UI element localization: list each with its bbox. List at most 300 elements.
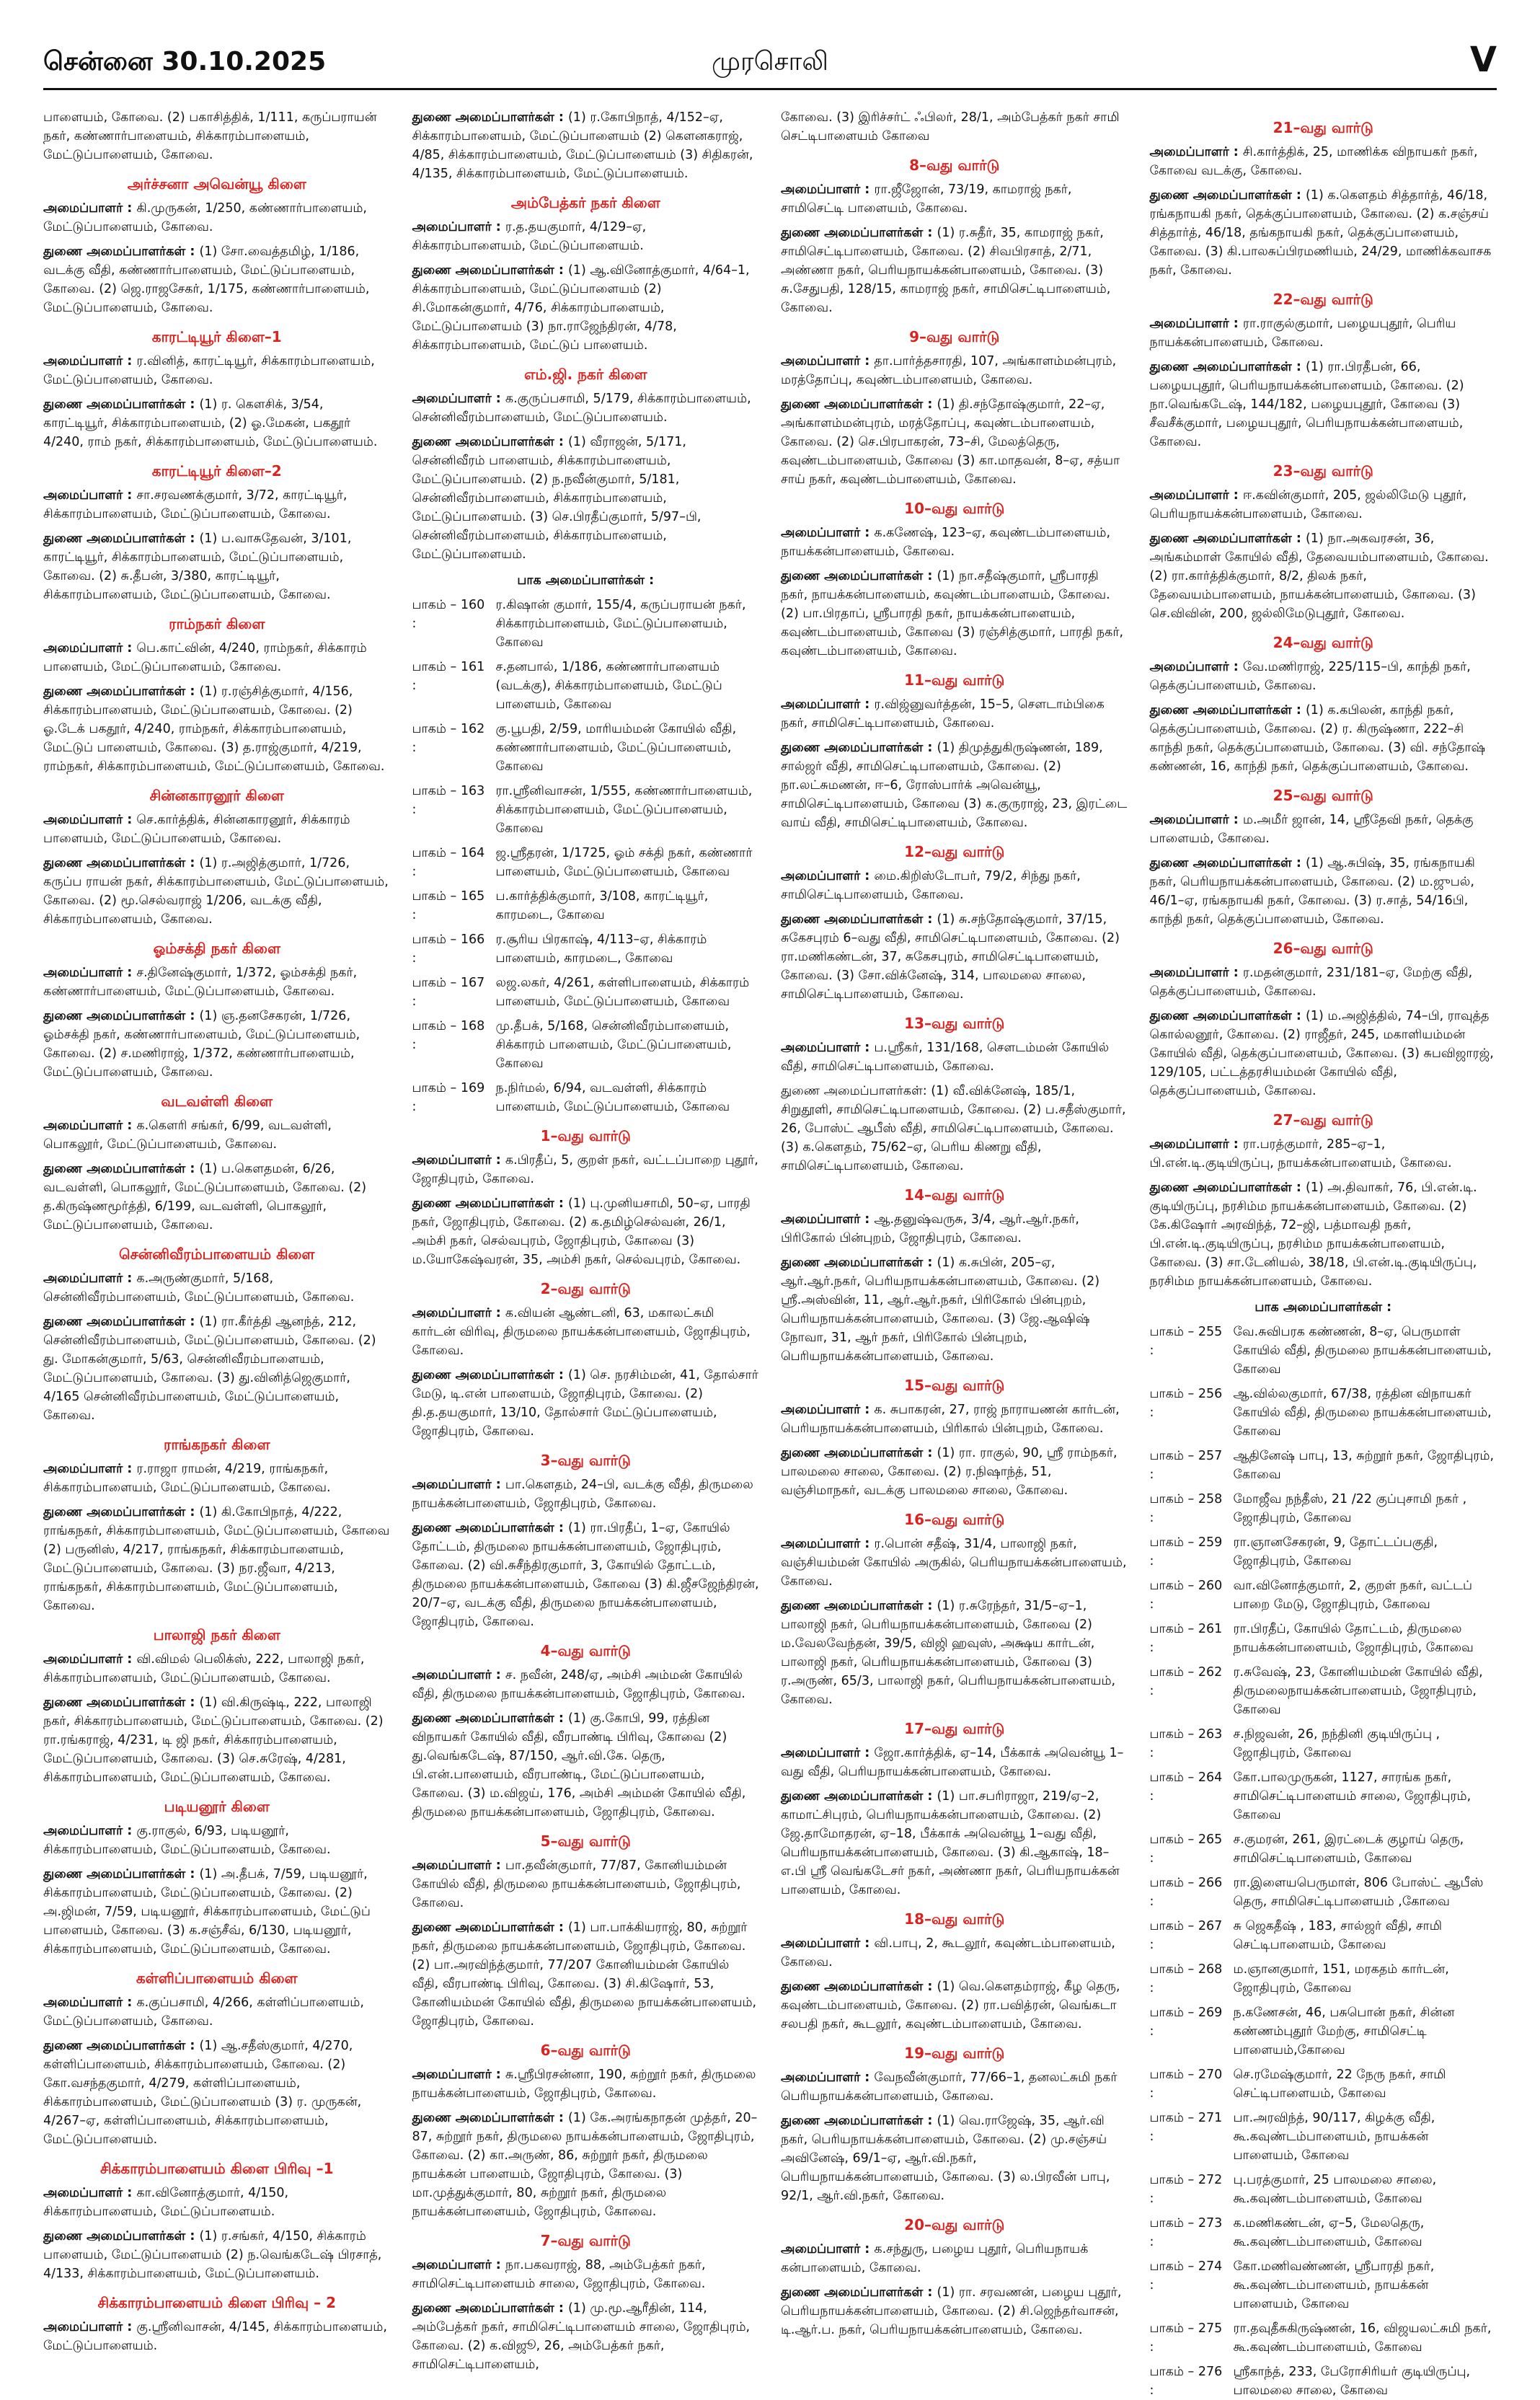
organizer-label: அமைப்பாளர் : (1149, 145, 1243, 159)
organizer-label: அமைப்பாளர் : (781, 1936, 875, 1951)
deputy-organizers-entry (412, 1918, 760, 2031)
part-number: பாகம் – 276 : (1149, 2365, 1223, 2398)
column-4 (1149, 108, 1497, 2398)
entry-text: வி.விமல் பெலிக்ஸ், 222, பாலாஜி நகர், சிக்காரம்பாளையம், மேட்டுப்பாளையம், கோவை. (43, 1652, 365, 1685)
organizer-entry (1150, 143, 1497, 180)
entry-text: (1) வீராஜன், 5/171, சென்னிவீரம் பாளையம், சிக்காரம்பாளையம், மேட்டுப்பாளையம். (2) ந.நவீன்குமார், 5/181, சென்னிவீரம்பாளையம், சிக்காரம்பாளையம், மேட்டுப்பாளையம். (3) செ.பிரதீப்குமார், 5/97–பி, சென்னிவீரம்பாளையம், சிக்காரம்பாளையம், மேட்டுப்பாளையம். (412, 435, 702, 562)
organizer-label: அமைப்பாளர் : (412, 1858, 505, 1873)
section-subtitle: பாக அமைப்பாளர்கள் : (1254, 1300, 1392, 1315)
part-organizer-text: ர.சுவேஷ், 23, கோனியம்மன் கோயில் வீதி, திருமலைநாயக்கன்பாளையம், ஜோதிபுரம், கோவை (1233, 1665, 1483, 1717)
organizer-entry (781, 2240, 1128, 2277)
part-organizer-text: ஆ.வில்லகுமார், 67/38, ரத்தின விநாயகர் கோயில் வீதி, திருமலை நாயக்கன்பாளையம், கோவை (1233, 1387, 1492, 1439)
entry-text: (1) அ.தீபக், 7/59, படியனூர், சிக்காரம்பாளையம், மேட்டுப்பாளையம், கோவை. (2) அ.ஜிமன், 7/59, படியனூர், சிக்காரம்பாளையம், மேட்டுப் பாளையம், கோவை. (3) க.சஞ்சீவ், 6/130, படியனூர், சிக்காரம்பாளையம், மேட்டுப்பாளையம், கோவை. (43, 1867, 371, 1956)
deputy-label: துணை அமைப்பாளர்கள் : (43, 397, 200, 412)
deputy-organizers-entry (781, 1597, 1128, 1709)
entry-text: (1) க.கௌதம் சித்தார்த், 46/18, ரங்கநாயகி நகர், தெக்குப்பாளையம், கோவை. (2) க.சஞ்சய் சித்தார்த், 46/18, தங்கநாயகி நகர், தெக்குப்பாளையம், கோவை. (3) கி.பாலசுப்பிரமணியம், 24/29, மாணிக்கவாசக நகர், கோவை. (1149, 188, 1492, 278)
deputy-label: துணை அமைப்பாளர்கள் : (412, 1920, 568, 1935)
organizer-label: அமைப்பாளர் : (781, 1403, 875, 1417)
organizer-label: அமைப்பாளர் : (43, 2186, 137, 2200)
deputy-organizers-entry (781, 224, 1128, 317)
part-organizer-text: பு.பரத்குமார், 25 பாலமலை சாலை, கூ.கவுண்டம்பாளையம், கோவை (1233, 2173, 1437, 2206)
organizer-label: அமைப்பாளர் : (412, 1306, 505, 1320)
entry-text: நா.பகவராஜ், 88, அம்பேத்கர் நகர், சாமிசெட்டிபாளையம் சாலை, ஜோதிபுரம், கோவை. (412, 2258, 706, 2291)
part-organizer-text: பா.அரவிந்த், 90/117, கிழக்கு வீதி, கூ.கவுண்டம்பாளையம், நாயக்கன் பாளையம், கோவை (1233, 2111, 1435, 2163)
deputy-label: துணை அமைப்பாளர்கள் : (412, 1711, 568, 1726)
section-heading: 14–வது வார்டு (904, 1186, 1005, 1204)
part-number: பாகம் – 165 : (412, 889, 485, 922)
deputy-organizers-entry (1150, 186, 1497, 280)
section-heading: சின்னகாரனூர் கிளை (149, 787, 284, 804)
organizer-label: அமைப்பாளர் : (43, 1271, 137, 1286)
entry-text: தா.பார்த்தசாரதி, 107, அங்காளம்மன்புரம், மரத்தோப்பு, கவுண்டம்பாளையம், கோவை. (781, 354, 1117, 387)
entry-text: (1) ஆ.வினோத்குமார், 4/64–1, சிக்காரம்பாளையம், மேட்டுப்பாளையம் (2) சி.மோகன்குமார், 4/76, சிக்காரம்பாளையம், மேட்டுப்பாளையம் (3) நா.ராஜேந்திரன், 4/78, சிக்காரம்பாளையம், மேட்டுப் பாளையம். (412, 263, 750, 353)
section-heading: 17–வது வார்டு (904, 1720, 1005, 1737)
section-heading: 23–வது வார்டு (1273, 462, 1373, 480)
entry-text: பாளையம், கோவை. (2) பகாசித்திக், 1/111, கருப்பராயன் நகர், கண்ணார்பாளையம், சிக்காரம்பாளையம், மேட்டுப்பாளையம், கோவை. (43, 110, 377, 162)
entry-text: (1) பா.சபரிராஜா, 219/ஏ–2, காமாட்சிபுரம், பெரியநாயக்கன்பாளையம், கோவை. (2) ஜே.தாமோதரன், ஏ–18, பீக்காக் அவென்யூ 1–வது வீதி, பெரியநாயக்கன்பாளையம், கோவை. (3) கி.ஆகாஷ், 18–எ.பி ஸ்ரீ வெங்கடேசர் நகர், அண்ணா நகர், பெரியநாயக்கன் பாளையம், கோவை. (781, 1789, 1120, 1897)
entry-text: (1) ர.சுதீர், 35, காமராஜ் நகர், சாமிசெட்டிபாளையம், கோவை. (2) சிவபிரசாத், 2/71, அண்ணா நகர், பெரியநாயக்கன்பாளையம், கோவை. (3) சு.சேதுபதி, 128/15, காமராஜ் நகர், சாமிசெட்டிபாளையம், கோவை. (781, 226, 1111, 315)
entry-text: (1) நா.அகவரசன், 36, அங்கம்மாள் கோயில் வீதி, தேவையம்பாளையம், கோவை. (2) ரா.கார்த்திக்குமார், 8/2, திலக் நகர், தேவையம்பாளையம், நாயக்கன்பாளையம், கோவை. (3) செ.விவின், 200, ஜல்லிமேடுபுதூர், கோவை. (1149, 531, 1489, 621)
organizer-label: அமைப்பாளர் : (781, 1746, 875, 1760)
column-2 (412, 108, 760, 2372)
part-organizer-text: வா.வினோத்குமார், 2, குறள் நகர், வட்டப் பாறை மேடு, ஜோதிபுரம், கோவை (1233, 1579, 1473, 1612)
deputy-label: துணை அமைப்பாளர்கள் : (412, 1368, 568, 1382)
entry-text: (1) ஆ.சதீஸ்குமார், 4/270, கள்ளிப்பாளையம், சிக்காரம்பாளையம், கோவை. (2) கோ.வசந்தகுமார், 4/279, கள்ளிப்பாளையம், சிக்காரம்பாளையம், மேட்டுப்பாளையம் (3) ர. முருகன், 4/267–ஏ, கள்ளிப்பாளையம், சிக்காரம்பாளையம், மேட்டுப்பாளையம். (43, 2039, 362, 2147)
part-organizers-list (412, 596, 760, 1116)
deputy-organizers-entry (412, 1519, 760, 1631)
part-organizer-text: ஸ்ரீகாந்த், 233, பேரோசிரியர் குடியிருப்பு, பாலமலை சாலை, கோவை (1233, 2365, 1471, 2398)
organizer-label: அமைப்பாளர் : (43, 488, 137, 503)
part-number: பாகம் – 167 : (412, 976, 485, 1009)
entry-text: சா.சரவணக்குமார், 3/72, காரட்டியூர், சிக்காரம்பாளையம், மேட்டுப்பாளையம், கோவை. (43, 488, 348, 521)
entry-text: ம.அமீர் ஜான், 14, ஸ்ரீதேவி நகர், தெக்கு பாளையம், கோவை. (1149, 813, 1474, 846)
deputy-label: துணை அமைப்பாளர்கள் : (412, 435, 568, 449)
deputy-label: துணை அமைப்பாளர்கள் : (43, 1162, 200, 1176)
entry-text: (1) பா.பாக்கியராஜ், 80, சுற்றூர் நகர், திருமலை நாயக்கன்பாளையம், ஜோதிபுரம், கோவை. (2) பா.அரவிந்த்குமார், 77/207 கோனியம்மன் கோயில் வீதி, வீரபாண்டி பிரிவு, கோவை. (3) சி.கிஷோர், 53, கோனியம்மன் கோயில் வீதி, திருமலை நாயக்கன்பாளையம், ஜோதிபுரம், கோவை. (412, 1920, 757, 2029)
deputy-label: துணை அமைப்பாளர்கள் : (781, 1980, 937, 1994)
deputy-label: துணை அமைப்பாளர்கள் : (1149, 856, 1306, 870)
organizer-entry (1150, 486, 1497, 524)
part-number: பாகம் – 161 : (412, 660, 485, 693)
deputy-label: துணை அமைப்பாளர்கள் : (1149, 531, 1306, 546)
deputy-organizers-entry (781, 1253, 1128, 1366)
organizer-label: அமைப்பாளர் : (781, 2242, 875, 2256)
entry-text: க.குப்பசாமி, 4/266, கள்ளிப்பாளையம், மேட்டுப்பாளையம், கோவை. (43, 1995, 364, 2029)
entry-text: (1) சு.சந்தோஷ்குமார், 37/15, சுகேசபுரம் 6–வது வீதி, சாமிசெட்டிபாளையம், கோவை. (2) ரா.மணிகண்டன், 37, சுகேசபுரம், சாமிசெட்டிபாளையம், கோவை. (3) சோ.விக்னேஷ், 314, பாலமலை சாலை, சாமிசெட்டிபாளையம், கோவை. (781, 912, 1120, 1002)
part-number: பாகம் – 265 : (1149, 1832, 1223, 1866)
section-heading: 8–வது வார்டு (909, 156, 1000, 174)
entry-text: சி.கார்த்திக், 25, மாணிக்க விநாயகர் நகர், கோவை வடக்கு, கோவை. (1149, 145, 1478, 178)
entry-text: சு.ஸ்ரீபிரசன்னா, 190, சுற்றூர் நகர், திருமலை நாயக்கன்பாளையம், ஜோதிபுரம், கோவை. (412, 2068, 756, 2101)
organizer-label: அமைப்பாளர் : (412, 1668, 505, 1682)
organizer-entry (43, 1269, 391, 1307)
part-number: பாகம் – 169 : (412, 1081, 485, 1114)
section-heading: 10–வது வார்டு (904, 500, 1005, 517)
organizer-label: அமைப்பாளர் : (412, 1153, 505, 1168)
part-organizers-list (1150, 1323, 1497, 2400)
entry-text: (1) மு.மூ.ஆரீதின், 114, அம்பேத்கர் நகர், சாமிசெட்டிபாளையம் சாலை, ஜோதிபுரம், கோவை. (2) க.விஜூ, 26, அம்பேத்கர் நகர், சாமிசெட்டிபாளையம், (412, 2301, 751, 2372)
entry-text: ச.தினேஷ்குமார், 1/372, ஓம்சக்தி நகர், கண்ணார்பாளையம், மேட்டுப்பாளையம், கோவை. (43, 966, 358, 999)
deputy-organizers-entry (781, 2283, 1128, 2339)
part-organizer-text: கோ.பாலமுருகன், 1127, சாரங்க நகர், சாமிசெட்டிபாளையம் சாலை, ஜோதிபுரம், கோவை (1233, 1770, 1472, 1822)
section-heading: அம்பேத்கர் நகர் கிளை (510, 194, 660, 211)
deputy-label: துணை அமைப்பாளர்கள் : (781, 226, 937, 240)
deputy-label: துணை அமைப்பாளர்கள் : (43, 1009, 200, 1023)
deputy-organizers-entry (43, 2037, 391, 2149)
organizer-label: அமைப்பாளர் : (781, 2070, 875, 2085)
deputy-label: துணை அமைப்பாளர்கள் : (412, 110, 568, 125)
organizer-entry (43, 1650, 391, 1688)
section-heading: கள்ளிப்பாளையம் கிளை (136, 1969, 298, 1987)
organizer-entry (781, 180, 1128, 218)
entry-text: (1) ர.கோபிநாத், 4/152–ஏ, சிக்காரம்பாளையம், மேட்டுப்பாளையம் (2) கெளனகராஜ், 4/85, சிக்காரம்பாளையம், மேட்டுப்பாளையம் (3) சிதிகரன், 4/135, சிக்காரம்பாளையம், மேட்டுப்பாளையம். (412, 110, 753, 181)
part-number: பாகம் – 270 : (1149, 2068, 1223, 2101)
deputy-organizers-entry (43, 1007, 391, 1082)
organizer-entry (412, 1151, 760, 1188)
part-number: பாகம் – 266 : (1149, 1876, 1223, 1909)
part-number: பாகம் – 273 : (1149, 2216, 1223, 2249)
organizer-entry (43, 2318, 391, 2355)
deputy-organizers-entry (412, 433, 760, 564)
part-number: பாகம் – 168 : (412, 1019, 485, 1052)
entry-text: ஆ.தனுஷ்வருசு, 3/4, ஆர்.ஆர்.நகர், பிரிகோல் பின்புறம், ஜோதிபுரம், கோவை. (781, 1212, 1079, 1245)
entry-text: ஜோ.கார்த்திக், ஏ–14, பீக்காக் அவென்யூ 1–வது வீதி, பெரியநாயக்கன்பாளையம், கோவை. (781, 1746, 1124, 1779)
organizer-entry (781, 867, 1128, 904)
organizer-entry (412, 1856, 760, 1912)
part-organizer-text: ரா.ஞானசேகரன், 9, தோட்டப்பகுதி, ஜோதிபுரம், கோவை (1233, 1535, 1438, 1569)
section-heading: 5–வது வார்டு (540, 1832, 631, 1850)
deputy-organizers-entry (412, 1194, 760, 1269)
entry-text: ர.ராஜா ராமன், 4/219, ராங்கநகர், சிக்காரம்பாளையம், மேட்டுப்பாளையம், கோவை. (43, 1462, 331, 1495)
deputy-label: துணை அமைப்பாளர்கள் : (412, 2301, 568, 2316)
part-number: பாகம் – 274 : (1149, 2259, 1223, 2293)
part-organizer-text: ச.தனபால், 1/186, கண்ணார்பாளையம் (வடக்கு), சிக்காரம்பாளையம், மேட்டுப் பாளையம், கோவை (495, 660, 722, 712)
deputy-label: துணை அமைப்பாளர்கள் : (781, 569, 937, 583)
organizer-label: அமைப்பாளர் : (781, 869, 875, 883)
entry-text: ஈ.கவின்குமார், 205, ஜல்லிமேடு புதூர், பெரியநாயக்கன்பாளையம், கோவை. (1149, 488, 1467, 521)
organizer-entry (1150, 314, 1497, 352)
section-heading: 26–வது வார்டு (1273, 940, 1373, 957)
section-heading: 15–வது வார்டு (904, 1377, 1005, 1394)
entry-text: (1) ஞ.தனசேகரன், 1/726, ஓம்சக்தி நகர், கண்ணார்பாளையம், மேட்டுப்பாளையம், கோவை. (2) ச.மணிராஜ், 1/372, கண்ணார்பாளையம், மேட்டுப்பாளையம், கோவை. (43, 1009, 360, 1080)
organizer-entry (1150, 811, 1497, 848)
deputy-label: துணை அமைப்பாளர்கள் : (43, 856, 200, 870)
deputy-organizers-entry (43, 2227, 391, 2283)
entry-text: ப.ஸ்ரீகர், 131/168, சௌடம்மன் கோயில் வீதி, சாமிசெட்டிபாளையம், கோவை. (781, 1041, 1110, 1074)
entry-text: க.கணேஷ், 123–ஏ, கவுண்டம்பாளையம், நாயக்கன்பாளையம், கோவை. (781, 526, 1111, 559)
organizer-entry (412, 1666, 760, 1703)
deputy-organizers-entry (412, 108, 760, 183)
entry-text: (1) அ.திவாகர், 76, பி.என்.டி. குடியிருப்பு, நரசிம்ம நாயக்கன்பாளையம், கோவை. (2) கே.கிஷோர் அரவிந்த், 72–ஜி, பத்மாவதி நகர், பி.என்.டி.குடியிருப்பு, நரசிம்ம நாயக்கன்பாளையம், கோவை. (3) சா.டேனியல், 38/18, பி.என்.டி.குடியிருப்பு, நரசிம்ம நாயக்கன்பாளையம், கோவை. (1149, 1181, 1477, 1289)
entry-text: (1) க.சுபின், 205–ஏ, ஆர்.ஆர்.நகர், பெரியநாயக்கன்பாளையம், கோவை. (2) ஸ்ரீ.அஸ்வின், 11, ஆர்.ஆர்.நகர், பிரிகோல் பின்புறம், பெரியநாயக்கன்பாளையம், கோவை. (3) ஜே.ஆஷிஷ் நோவா, 31, ஆர் நகர், பிரிகோல் பின்புறம், பெரியநாயக்கன்பாளையம், கோவை. (781, 1256, 1100, 1364)
entry-text: (1) ர.சுரேந்தர், 31/5–ஏ–1, பாலாஜி நகர், பெரியநாயக்கன்பாளையம், கோவை (2) ம.வேலவேந்தன், 39/5, விஜி ஹவுஸ், அக்ஷய கார்டன், பாலாஜி நகர், பெரியநாயக்கன்பாளையம், கோவை (3) ர.அருண், 65/3, பாலாஜி நகர், பெரியநாயக்கன்பாளையம், கோவை. (781, 1599, 1116, 1707)
entry-text: ர.பொன் சதீஷ், 31/4, பாலாஜி நகர், வஞ்சியம்மன் கோயில் அருகில், பெரியநாயக்கன்பாளையம், கோவை. (781, 1537, 1127, 1589)
part-number: பாகம் – 267 : (1149, 1919, 1223, 1952)
entry-text: வே.மணிராஜ், 225/115–பி, காந்தி நகர், தெக்குப்பாளையம், கோவை. (1149, 660, 1471, 693)
deputy-label: துணை அமைப்பாளர்கள் : (781, 741, 937, 755)
section-heading: வடவள்ளி கிளை (161, 1093, 273, 1110)
entry-text: (1) செ. நரசிம்மன், 41, தோல்சார் மேடு, டி.என் பாளையம், ஜோதிபுரம், கோவை. (2) தி.த.தயகுமார், 13/10, தோல்சார் மேட்டுப்பாளையம், ஜோதிபுரம், கோவை. (412, 1368, 758, 1439)
organizer-entry (781, 1535, 1128, 1591)
deputy-organizers-entry (412, 2109, 760, 2221)
section-heading: 27–வது வார்டு (1273, 1111, 1373, 1129)
deputy-organizers-entry (43, 529, 391, 604)
deputy-organizers-entry (412, 1366, 760, 1441)
entry-text: துணை அமைப்பாளர்கள்: (1) வீ.விக்னேஷ், 185/1, சிறுதூளி, சாமிசெட்டிபாளையம், கோவை. (2) ப.சதீஸ்குமார், 26, போஸ்ட் ஆபீஸ் வீதி, சாமிசெட்டிபாளையம், கோவை. (3) க.கௌதம், 75/62–ஏ, பெரிய கிணறு வீதி, சாமிசெட்டிபாளையம், கோவை. (781, 1084, 1126, 1173)
deputy-label: துணை அமைப்பாளர்கள் : (781, 1599, 937, 1613)
organizer-entry (412, 218, 760, 255)
section-heading: 22–வது வார்டு (1273, 291, 1373, 308)
section-heading: ராம்நகர் கிளை (169, 615, 265, 632)
organizer-label: அமைப்பாளர் : (781, 182, 875, 197)
part-organizer-text: ச.குமரன், 261, இரட்டைக் குழாய் தெரு, சாமிசெட்டிபாளையம், கோவை (1233, 1832, 1464, 1866)
organizer-label: அமைப்பாளர் : (43, 1824, 137, 1838)
organizer-label: அமைப்பாளர் : (1149, 966, 1243, 980)
deputy-label: துணை அமைப்பாளர்கள் : (43, 531, 200, 546)
part-organizer-text: ரா.ஸ்ரீனிவாசன், 1/555, கண்ணார்பாளையம், சிக்காரம்பாளையம், மேட்டுப்பாளையம், கோவை (495, 784, 753, 836)
deputy-organizers-entry (1150, 358, 1497, 451)
part-number: பாகம் – 260 : (1149, 1579, 1223, 1612)
part-number: பாகம் – 255 : (1149, 1325, 1223, 1358)
deputy-organizers-entry (412, 261, 760, 355)
part-number: பாகம் – 160 : (412, 598, 485, 631)
deputy-organizers-entry (43, 242, 391, 317)
entry-text: (1) ஆ.சுபிஷ், 35, ரங்கநாயகி நகர், பெரியநாயக்கன்பாளையம், கோவை. (2) ம.ஜுபல், 46/1–ஏ, ரங்கநாயகி நகர், கோவை. (3) ர.சாத், 54/16பி, காந்தி நகர், தெக்குப்பாளையம், கோவை. (1149, 856, 1475, 927)
organizer-entry (1150, 658, 1497, 695)
organizer-label: அமைப்பாளர் : (43, 201, 137, 216)
organizer-label: அமைப்பாளர் : (412, 1478, 505, 1492)
part-number: பாகம் – 271 : (1149, 2111, 1223, 2144)
part-organizer-text: ச.நிஜவன், 26, நந்தினி குடியிருப்பு , ஜோதிபுரம், கோவை (1233, 1727, 1441, 1760)
entry-text: க.அருண்குமார், 5/168, சென்னிவீரம்பாளையம், மேட்டுப்பாளையம், கோவை. (43, 1271, 355, 1305)
part-number: பாகம் – 261 : (1149, 1622, 1223, 1655)
part-organizer-text: ர.சூரிய பிரகாஷ், 4/113–ஏ, சிக்காரம் பாளையம், காரமடை, கோவை (495, 932, 707, 966)
entry-text: (1) ரா. சரவணன், பழைய புதூர், பெரியநாயக்கன்பாளையம், கோவை. (2) சி.ஜெந்தர்வாசன், டி.ஆர்.ப. நகர், பெரியநாயக்கன்பாளையம், கோவை. (781, 2285, 1122, 2337)
section-heading: 7–வது வார்டு (540, 2232, 631, 2249)
deputy-organizers-entry (781, 1444, 1128, 1500)
section-heading: 18–வது வார்டு (904, 1910, 1005, 1928)
entry-text: (1) வெ.கௌதம்ராஜ், கீழ தெரு, கவுண்டம்பாளையம், கோவை. (2) ரா.பவித்ரன், வெங்கடா சலபதி நகர், கூடலூர், கவுண்டம்பாளையம், கோவை. (781, 1980, 1120, 2031)
part-organizer-text: மு.தீபக், 5/168, சென்னிவீரம்பாளையம், சிக்காரம் பாளையம், மேட்டுப்பாளையம், கோவை (495, 1019, 732, 1071)
deputy-organizers-entry (43, 1160, 391, 1235)
section-heading: 3–வது வார்டு (540, 1452, 631, 1469)
organizer-label: அமைப்பாளர் : (781, 697, 875, 712)
organizer-entry (43, 1116, 391, 1154)
deputy-organizers-entry (1150, 1178, 1497, 1291)
entry-text: க.வியன் ஆண்டனி, 63, மகாலட்சுமி கார்டன் விரிவு, திருமலை நாயக்கன்பாளையம், ஜோதிபுரம், கோவை. (412, 1306, 751, 1358)
deputy-organizers-entry (781, 395, 1128, 489)
section-heading: 25–வது வார்டு (1273, 787, 1373, 804)
part-organizer-text: ரா.தவுதீசுகிருஷ்ணன், 16, விஜயலட்சுமி நகர், கூ.கவுண்டம்பாளையம், கோவை (1233, 2321, 1492, 2355)
entry-text: பெ.காட்வின், 4/240, ராம்நகர், சிக்காரம் பாளையம், மேட்டுப்பாளையம், கோவை. (43, 641, 367, 674)
part-number: பாகம் – 275 : (1149, 2321, 1223, 2355)
entry-text: (1) ப.கௌதமன், 6/26, வடவள்ளி, பொகலூர், மேட்டுப்பாளையம், கோவை. (2) த.கிருஷ்ணமூர்த்தி, 6/199, வடவள்ளி, பொகலூர், மேட்டுப்பாளையம், கோவை. (43, 1162, 367, 1232)
organizer-label: அமைப்பாளர் : (43, 354, 137, 369)
entry-text: (1) ர. கௌசிக், 3/54, காரட்டியூர், சிக்காரம்பாளையம், (2) ஓ.மேகன், பகதூர் 4/240, ராம் நகர், சிக்காரம்பாளையம், மேட்டுப்பாளையம். (43, 397, 378, 449)
deputy-organizers-entry (781, 738, 1128, 832)
entry-text: (1) ர.அஜித்குமார், 1/726, கருப்ப ராயன் நகர், சிக்காரம்பாளையம், மேட்டுப்பாளையம், கோவை. (2) மூ.செல்வராஜ் 1/206, வடக்கு வீதி, சிக்காரம்பாளையம், கோவை. (43, 856, 389, 927)
deputy-organizers-entry (412, 1709, 760, 1822)
deputy-organizers-entry (43, 1312, 391, 1425)
entry-text: க.சந்துரு, பழைய புதூர், பெரியநாயக் கன்பாளையம், கோவை. (781, 2242, 1089, 2275)
part-organizer-text: ந.கணேசன், 46, பசுபொன் நகர், சின்ன கண்ணம்புதூர் மேற்கு, சாமிசெட்டி பாளையம்,கோவை (1233, 2006, 1455, 2057)
issue-date: சென்னை 30.10.2025 (43, 47, 327, 76)
part-organizer-text: ஜ.ஸ்ரீதரன், 1/1725, ஓம் சக்தி நகர், கண்ணார் பாளையம், மேட்டுப்பாளையம், கோவை (495, 846, 753, 879)
entry-text: கோவை. (3) இரிச்சர்ட் ஃபிலர், 28/1, அம்பேத்கர் நகர் சாமி செட்டிபாளையம் கோவை (781, 110, 1120, 144)
deputy-organizers-entry (781, 1977, 1128, 2034)
deputy-label: துணை அமைப்பாளர்கள் : (781, 2114, 937, 2128)
organizer-entry (412, 1304, 760, 1360)
organizer-label: அமைப்பாளர் : (412, 220, 505, 234)
part-organizer-text: ப.கார்த்திக்குமார், 3/108, காரட்டியூர், காரமடை, கோவை (495, 889, 709, 922)
section-heading: 16–வது வார்டு (904, 1511, 1005, 1528)
entry-text: க.குருப்பசாமி, 5/179, சிக்காரம்பாளையம், சென்னிவீரம்பாளையம், மேட்டுப்பாளையம். (412, 392, 751, 425)
deputy-label: துணை அமைப்பாளர்கள் : (43, 1505, 200, 1519)
deputy-organizers-entry (43, 682, 391, 776)
deputy-label: துணை அமைப்பாளர்கள் : (412, 1196, 568, 1211)
entry-text: ர.விஜ்னுவர்த்தன், 15–5, சௌடாம்பிகை நகர், சாமிசெட்டிபாளையம், கோவை. (781, 697, 1105, 731)
deputy-organizers-entry (1150, 701, 1497, 776)
organizer-entry (412, 1475, 760, 1513)
section-heading: 21–வது வார்டு (1273, 119, 1373, 136)
organizer-entry (43, 2184, 391, 2221)
deputy-label: துணை அமைப்பாளர்கள் : (1149, 1181, 1306, 1195)
column-1 (43, 108, 391, 2351)
organizer-label: அமைப்பாளர் : (1149, 488, 1243, 503)
masthead (43, 40, 1497, 90)
entry-text: கு.ராகுல், 6/93, படியனூர், சிக்காரம்பாளையம், மேட்டுப்பாளையம், கோவை. (43, 1824, 331, 1857)
entry-text: (1) தி.சந்தோஷ்குமார், 22–ஏ, அங்காளம்மன்புரம், மரத்தோப்பு, கவுண்டம்பாளையம், கோவை. (2) செ.பிரபாகரன், 73–சி, மேலத்தெரு, கவுண்டம்பாளையம், கோவை (3) கா.மாதவன், 8–ஏ, சத்யா சாய் நகர், கவுண்டம்பாளையம், கோவை. (781, 397, 1120, 487)
entry-text: ர.மதன்குமார், 231/181–ஏ, மேற்கு வீதி, தெக்குப்பாளையம், கோவை. (1149, 966, 1473, 999)
deputy-label: துணை அமைப்பாளர்கள் : (1149, 1009, 1306, 1023)
organizer-label: அமைப்பாளர் : (781, 526, 875, 540)
part-organizer-text: சு ஜெகதீஷ் , 183, சால்ஜர் வீதி, சாமி செட்டிபாளையம், கோவை (1233, 1919, 1443, 1952)
entry-text: (1) ர.ரஞ்சித்குமார், 4/156, சிக்காரம்பாளையம், மேட்டுப்பாளையம், கோவை. (2) ஓ.டேக் பகதூர், 4/240, ராம்நகர், சிக்காரம்பாளையம், மேட்டுப் பாளையம், கோவை. (3) த.ராஜ்குமார், 4/219, ராம்நகர், சிக்காரம்பாளையம், மேட்டுப்பாளையம், கோவை. (43, 684, 385, 774)
part-number: பாகம் – 262 : (1149, 1665, 1223, 1698)
deputy-label: துணை அமைப்பாளர்கள் : (43, 1315, 200, 1329)
deputy-label: துணை அமைப்பாளர்கள் : (781, 1446, 937, 1460)
entry-text: (1) ரா.கீர்த்தி ஆனந்த், 212, சென்னிவீரம்பாளையம், மேட்டுப்பாளையம், கோவை. (2) து. மோகன்குமார், 5/63, சென்னிவீரம்பாளையம், மேட்டுப்பாளையம், கோவை. (3) து.வினித்ஜெகுமார், 4/165 சென்னிவீரம்பாளையம், மேட்டுப்பாளையம், கோவை. (43, 1315, 376, 1423)
deputy-label: துணை அமைப்பாளர்கள் : (43, 684, 200, 699)
part-organizer-text: வே.சுவிபரக கண்ணன், 8–ஏ, பெருமாள் கோயில் வீதி, திருமலை நாயக்கன்பாளையம், கோவை (1233, 1325, 1492, 1377)
deputy-organizers-entry (412, 2299, 760, 2374)
organizer-entry (781, 1210, 1128, 1248)
deputy-organizers-entry (43, 1865, 391, 1959)
section-heading: காரட்டியூர் கிளை–1 (151, 328, 282, 345)
part-number: பாகம் – 263 : (1149, 1727, 1223, 1760)
deputy-organizers-entry (43, 395, 391, 451)
part-organizer-text: ர.கிஷான் குமார், 155/4, கருப்பராயன் நகர், சிக்காரம்பாளையம், மேட்டுப்பாளையம், கோவை (495, 598, 746, 650)
part-organizer-text: லஜ.லகர், 4/261, கள்ளிபாளையம், சிக்காரம் பாளையம், மேட்டுப்பாளையம், கோவை (495, 976, 750, 1009)
organizer-entry (412, 2256, 760, 2293)
entry-text: ர.வினித், காரட்டியூர், சிக்காரம்பாளையம், மேட்டுப்பாளையம், கோவை. (43, 354, 375, 387)
organizer-label: அமைப்பாளர் : (43, 966, 137, 980)
section-heading: எம்.ஜி. நகர் கிளை (523, 366, 647, 383)
part-number: பாகம் – 272 : (1149, 2173, 1223, 2206)
deputy-label: துணை அமைப்பாளர்கள் : (412, 1521, 568, 1535)
deputy-label: துணை அமைப்பாளர்கள் : (1149, 188, 1306, 203)
columns (43, 108, 1497, 2398)
deputy-label: துணை அமைப்பாளர்கள் : (781, 397, 937, 412)
part-number: பாகம் – 256 : (1149, 1387, 1223, 1420)
page-number: V (1469, 40, 1497, 80)
deputy-label: துணை அமைப்பாளர்கள் : (781, 1789, 937, 1804)
organizer-entry (43, 486, 391, 524)
entry-text: (1) ரா. ராகுல், 90, ஸ்ரீ ராம்நகர், பாலமலை சாலை, கோவை. (2) ர.நிஷாந்த், 51, வஞ்சிமாநகர், வடக்கு பாலமலை சாலை, கோவை. (781, 1446, 1118, 1498)
organizer-label: அமைப்பாளர் : (781, 1212, 875, 1227)
section-heading: ராங்கநகர் கிளை (164, 1436, 270, 1453)
organizer-label: அமைப்பாளர் : (43, 1119, 137, 1133)
deputy-label: துணை அமைப்பாளர்கள் : (781, 912, 937, 927)
organizer-entry (781, 2068, 1128, 2106)
section-heading: பாலாஜி நகர் கிளை (153, 1626, 280, 1644)
deputy-organizers-entry (1150, 854, 1497, 929)
organizer-entry (43, 1822, 391, 1859)
entry-text: வேநவீன்குமார், 77/66–1, தனலட்சுமி நகர் பெரியநாயக்கன்பாளையம், கோவை. (781, 2070, 1118, 2104)
organizer-label: அமைப்பாளர் : (1149, 317, 1243, 331)
deputy-label: துணை அமைப்பாளர்கள் : (43, 244, 200, 259)
deputy-organizers-entry (781, 2112, 1128, 2205)
part-organizer-text: மோஜீவ நந்தீஸ், 21 /22 குப்புசாமி நகர் , ஜோதிபுரம், கோவை (1233, 1492, 1467, 1525)
organizer-label: அமைப்பாளர் : (43, 1462, 137, 1476)
deputy-label: துணை அமைப்பாளர்கள் : (1149, 703, 1306, 718)
deputy-organizers-entry (781, 567, 1128, 661)
entry-text: (1) திமுத்துகிருஷ்ணன், 189, சால்ஜர் வீதி, சாமிசெட்டிபாளையம், கோவை. (2) நா.லட்சுமணன், ஈ–6, ரோஸ்பார்க் அவென்யூ, சாமிசெட்டிபாளையம், கோவை (3) க.குருராஜ், 23, இரட்டை வாய் வீதி, சாமிசெட்டிபாளையம், கோவை. (781, 741, 1128, 830)
organizer-entry (1150, 963, 1497, 1001)
part-organizer-text: கு.பூபதி, 2/59, மாரியம்மன் கோயில் வீதி, கண்ணார்பாளையம், மேட்டுப்பாளையம், கோவை (495, 722, 737, 774)
entry-text: (1) கி.கோபிநாத், 4/222, ராங்கநகர், சிக்காரம்பாளையம், மேட்டுப்பாளையம், கோவை (2) பருனிஸ், 4/217, ராங்கநகர், சிக்காரம்பாளையம், மேட்டுப்பாளையம், கோவை. (3) நர.ஜீவா, 4/213, ராங்கநகர், சிக்காரம்பாளையம், மேட்டுப்பாளையம், கோவை. (43, 1505, 390, 1613)
entry-text: ரா.பரத்குமார், 285–ஏ–1, பி.என்.டி.குடியிருப்பு, நாயக்கன்பாளையம், கோவை. (1149, 1137, 1452, 1170)
organizer-entry (43, 199, 391, 237)
organizer-entry (781, 1934, 1128, 1972)
entry-text: (1) க.கபிலன், காந்தி நகர், தெக்குப்பாளையம், கோவை. (2) ர. கிருஷ்ணா, 222–சி காந்தி நகர், தெக்குப்பாளையம், கோவை. (3) வி. சந்தோஷ் கண்ணன், 16, காந்தி நகர், தெக்குப்பாளையம், கோவை. (1149, 703, 1486, 774)
section-heading: 19–வது வார்டு (904, 2044, 1005, 2062)
deputy-label: துணை அமைப்பாளர்கள் : (781, 2285, 937, 2300)
organizer-entry (1150, 1135, 1497, 1173)
part-organizer-text: கோ.மணிவண்ணன், ஸ்ரீபாரதி நகர், கூ.கவுண்டம்பாளையம், நாயக்கன் பாளையம், கோவை (1233, 2259, 1435, 2311)
part-number: பாகம் – 163 : (412, 784, 485, 817)
section-heading: 4–வது வார்டு (540, 1642, 631, 1659)
part-number: பாகம் – 162 : (412, 722, 485, 755)
deputy-organizers-entry (1150, 529, 1497, 623)
section-heading: 9–வது வார்டு (909, 328, 1000, 345)
section-heading: ஓம்சக்தி நகர் கிளை (153, 940, 280, 957)
entry-text: செ.கார்த்திக், சின்னகாரனூர், சிக்காரம் பாளையம், மேட்டுப்பாளையம், கோவை. (43, 813, 350, 846)
deputy-label: துணை அமைப்பாளர்கள் : (43, 1695, 200, 1710)
entry-text: பா.தவீன்குமார், 77/87, கோனியம்மன் கோயில் வீதி, திருமலை நாயக்கன்பாளையம், ஜோதிபுரம், கோவை. (412, 1858, 741, 1910)
organizer-label: அமைப்பாளர் : (43, 1652, 137, 1667)
organizer-entry (781, 524, 1128, 561)
part-organizer-text: ந.நிர்மல், 6/94, வடவள்ளி, சிக்காரம் பாளையம், மேட்டுப்பாளையம், கோவை (495, 1081, 730, 1114)
section-heading: 2–வது வார்டு (540, 1280, 631, 1297)
organizer-entry (781, 1744, 1128, 1781)
part-organizer-text: ரா.இளையபெருமாள், 806 போஸ்ட் ஆபீஸ் தெரு, சாமிசெட்டிபாளையம் ,கோவை (1233, 1876, 1484, 1909)
entry-text: க.கௌரி சங்கர், 6/99, வடவள்ளி, பொகலூர், மேட்டுப்பாளையம், கோவை. (43, 1119, 332, 1152)
section-heading: 12–வது வார்டு (904, 843, 1005, 860)
organizer-entry (781, 695, 1128, 733)
section-heading: 11–வது வார்டு (904, 671, 1005, 689)
entry-text: (1) வி.கிருஷ்டி, 222, பாலாஜி நகர், சிக்காரம்பாளையம், மேட்டுப்பாளையம், கோவை. (2) ரா.ரங்கராஜ், 4/231, டி ஜி நகர், சிக்காரம்பாளையம், மேட்டுப்பாளையம், கோவை. (3) செ.சுரேஷ், 4/281, சிக்காரம்பாளையம், மேட்டுப்பாளையம், கோவை. (43, 1695, 384, 1785)
entry-text: ர.த.தயகுமார், 4/129–ஏ, சிக்காரம்பாளையம், மேட்டுப்பாளையம். (412, 220, 647, 253)
entry-text: (1) பு.முனியசாமி, 50–ஏ, பாரதி நகர், ஜோதிபுரம், கோவை. (2) க.தமிழ்செல்வன், 26/1, அம்சி நகர், செல்வபுரம், ஜோதிபுரம், கோவை (3) ம.யோகேஷ்வரன், 35, அம்சி நகர், செல்வபுரம், கோவை. (412, 1196, 751, 1267)
part-organizer-text: ம.ஞானகுமார், 151, மரகதம் கார்டன், ஜோதிபுரம், கோவை (1233, 1962, 1449, 1995)
deputy-label: துணை அமைப்பாளர்கள் : (43, 2039, 200, 2053)
deputy-label: துணை அமைப்பாளர்கள் : (1149, 360, 1306, 374)
organizer-label: அமைப்பாளர் : (1149, 813, 1243, 827)
entry-text: கு.ஸ்ரீனிவாசன், 4/145, சிக்காரம்பாளையம், மேட்டுப்பாளையம். (43, 2320, 387, 2353)
deputy-organizers-entry (1150, 1007, 1497, 1100)
deputy-organizers-entry (781, 910, 1128, 1004)
